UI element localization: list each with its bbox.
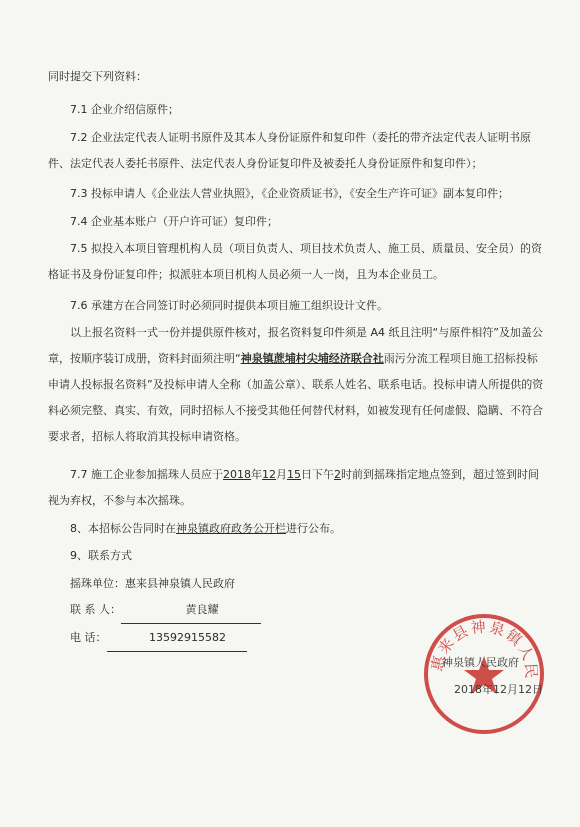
item-7-7-month: 12 bbox=[262, 468, 276, 481]
contact-unit-value: 惠来县神泉镇人民政府 bbox=[125, 577, 235, 590]
item-7-4: 7.4 企业基本账户（开户许可证）复印件； bbox=[70, 215, 278, 228]
item-7-7-year-unit: 年 bbox=[251, 468, 262, 481]
main-paragraph bbox=[48, 320, 548, 450]
item-7-7-day: 15 bbox=[287, 468, 301, 481]
signature-org: 神泉镇人民政府 bbox=[442, 656, 519, 669]
item-7-7-month-unit: 月 bbox=[276, 468, 287, 481]
item-7-2: 7.2 企业法定代表人证明书原件及其本人身份证原件和复印件（委托的带齐法定代表人证明书原件、法定代表人委托书原件、法定代表人身份证复印件及被委托人身份证原件和复印件）； bbox=[48, 131, 531, 170]
signature-date: 2018年12月12日 bbox=[454, 683, 543, 696]
item-7-7-prefix: 7.7 施工企业参加摇珠人员应于 bbox=[70, 468, 223, 481]
main-paragraph-part1: 以上报名资料一式一份并提供原件核对，报名资料复印件须是 A4 纸且注明“与原件相符”及加盖公章，按顺序装订成册，资料封面须注明“ bbox=[48, 326, 543, 365]
contact-unit bbox=[48, 571, 548, 597]
contact-person-value: 黄良耀 bbox=[121, 597, 261, 624]
item-7-7-year: 2018 bbox=[223, 468, 251, 481]
item-7-7-day-unit: 日下午 bbox=[301, 468, 334, 481]
item-8 bbox=[48, 516, 548, 542]
contact-person-label: 联 系 人： bbox=[70, 603, 121, 616]
item-8-suffix: 进行公布。 bbox=[286, 522, 341, 535]
item-7-3: 7.3 投标申请人《企业法人营业执照》，《企业资质证书》，《安全生产许可证》副本复印件； bbox=[70, 187, 509, 200]
contact-phone-value: 13592915582 bbox=[107, 625, 247, 652]
contact-unit-label: 摇珠单位： bbox=[70, 577, 125, 590]
project-name: 神泉镇蔗埔村尖埔经济联合社 bbox=[240, 352, 384, 365]
official-seal bbox=[422, 612, 546, 736]
item-7-7-suffix: 时前到摇珠指定地点签到，超过签到时间视为弃权，不参与本次摇珠。 bbox=[48, 468, 539, 507]
item-7-7 bbox=[48, 462, 548, 514]
item-9: 9、联系方式 bbox=[70, 549, 132, 562]
seal-text: 惠来县神泉镇人民 bbox=[427, 617, 541, 681]
main-paragraph-part2: 雨污分流工程项目施工招标投标申请人投标报名资料”及投标申请人全称（加盖公章）、联系人姓名、联系电话。投标申请人所提供的资料必须完整、真实、有效，同时招标人不接受其他任何替代材料，如被发现有任何虚假、隐瞒、不符合要求者，招标人将取消其投标申请资格。 bbox=[48, 352, 544, 443]
item-7-1: 7.1 企业介绍信原件； bbox=[70, 103, 179, 116]
item-7-6: 7.6 承建方在合同签订时必须同时提供本项目施工组织设计文件。 bbox=[70, 299, 388, 312]
item-7-7-hour: 2 bbox=[334, 468, 341, 481]
item-8-place: 神泉镇政府政务公开栏 bbox=[176, 522, 286, 535]
item-8-prefix: 8、本招标公告同时在 bbox=[70, 522, 176, 535]
intro-text: 同时提交下列资料： bbox=[48, 70, 147, 83]
item-7-5: 7.5 拟投入本项目管理机构人员（项目负责人、项目技术负责人、施工员、质量员、安全员）的资格证书及身份证复印件；拟派驻本项目机构人员必须一人一岗，且为本企业员工。 bbox=[48, 242, 542, 281]
contact-phone-label: 电 话： bbox=[70, 631, 107, 644]
